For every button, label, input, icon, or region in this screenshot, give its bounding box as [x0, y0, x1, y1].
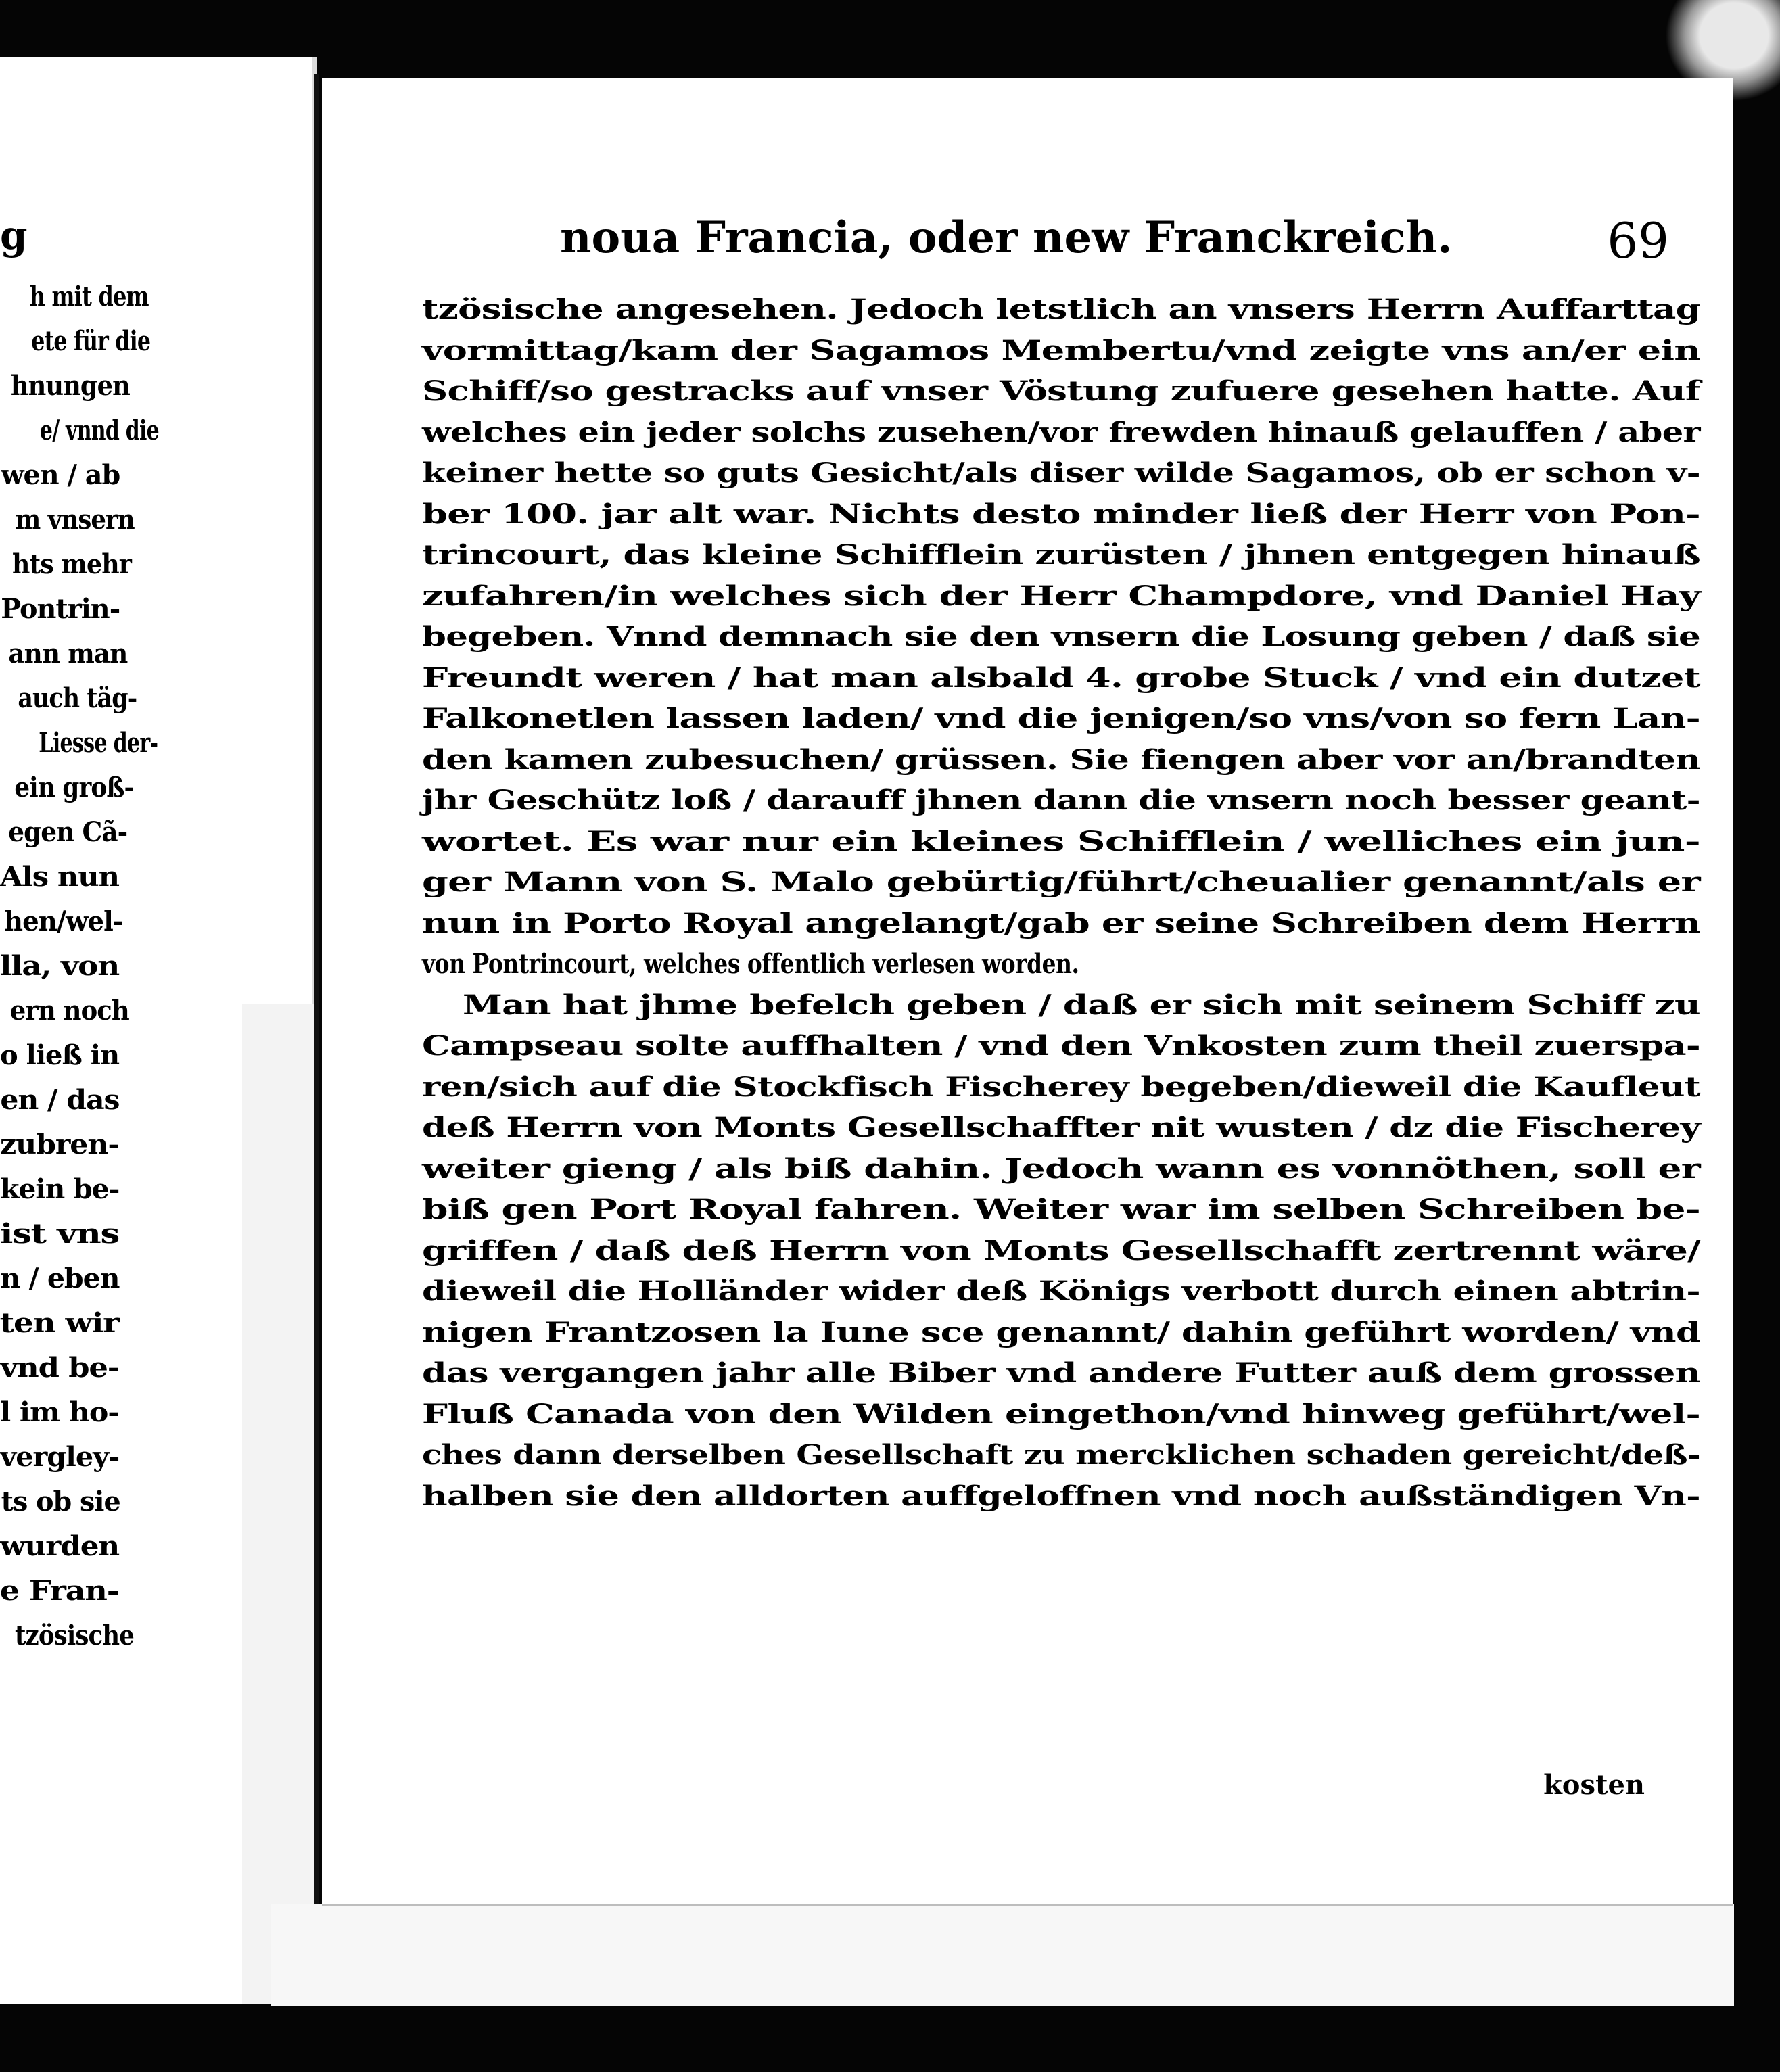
text-line: ten wir: [0, 1307, 119, 1339]
text-line: ches dann derselben Gesellschaft zu mercklichen schaden gereicht/deß-: [422, 1439, 1700, 1471]
text-line: jhr Geschütz loß / darauff jhnen dann die vnsern noch besser geant-: [422, 784, 1700, 816]
text-line: wurden: [0, 1530, 119, 1562]
text-line: das vergangen jahr alle Biber vnd andere Futter auß dem grossen: [422, 1357, 1700, 1389]
text-line: weiter gieng / als biß dahin. Jedoch wann es vonnöthen, soll er: [422, 1152, 1700, 1185]
text-line: kein be-: [0, 1173, 119, 1205]
text-line: ann man: [8, 638, 128, 669]
text-line: Liesse der-: [39, 727, 158, 759]
paragraph-start-line: Man hat jhme befelch geben / daß er sich mit seinem Schiff zu: [463, 989, 1700, 1021]
text-line: egen Cã-: [8, 816, 128, 848]
text-line: lla, von: [0, 950, 119, 982]
text-line: nigen Frantzosen la Iune sce genannt/ dahin geführt worden/ vnd: [422, 1316, 1700, 1348]
running-head-title: noua Francia, oder new Franckreich.: [560, 212, 1453, 263]
text-line: ren/sich auf die Stockfisch Fischerey begeben/dieweil die Kaufleut: [422, 1070, 1700, 1103]
text-line: tzösische angesehen. Jedoch letstlich an vnsers Herrn Auffarttag: [422, 293, 1700, 325]
text-line: trincourt, das kleine Schifflein zurüsten / jhnen entgegen hinauß: [422, 539, 1700, 571]
text-line: den kamen zubesuchen/ grüssen. Sie fiengen aber vor an/brandten: [422, 743, 1700, 776]
text-line: welches ein jeder solchs zusehen/vor frewden hinauß gelauffen / aber: [422, 416, 1700, 448]
text-line: wortet. Es war nur ein kleines Schifflein / welliches ein jun-: [422, 825, 1700, 857]
text-line: hnungen: [10, 370, 130, 402]
text-line: Pontrin-: [1, 593, 120, 625]
text-line: Campseau solte auffhalten / vnd den Vnkosten zum theil zuerspa-: [422, 1030, 1700, 1062]
text-line: ber 100. jar alt war. Nichts desto minder ließ der Herr von Pon-: [422, 498, 1700, 530]
text-line: en / das: [0, 1084, 119, 1116]
text-line: ete für die: [31, 325, 151, 357]
text-line: ist vns: [0, 1218, 119, 1250]
text-line: m vnsern: [15, 504, 135, 536]
text-line: nun in Porto Royal angelangt/gab er seine Schreiben dem Herrn: [422, 907, 1700, 939]
text-line: zubren-: [0, 1129, 119, 1160]
text-line: dieweil die Holländer wider deß Königs verbott durch einen abtrin-: [422, 1275, 1700, 1307]
page-number: 69: [1607, 212, 1669, 269]
text-line: h mit dem: [29, 281, 149, 312]
catchword: kosten: [1543, 1769, 1645, 1801]
text-line: vergley-: [0, 1441, 119, 1473]
left-running-head-fragment: g: [0, 212, 28, 258]
text-line: ern noch: [9, 995, 129, 1027]
text-line: ger Mann von S. Malo gebürtig/führt/cheualier genannt/als er: [422, 866, 1700, 898]
left-page-fragment: [0, 57, 317, 2004]
text-line: wen / ab: [1, 459, 120, 491]
text-line: deß Herrn von Monts Gesellschaffter nit wusten / dz die Fischerey: [422, 1112, 1700, 1144]
text-line: ein groß-: [14, 772, 134, 803]
page-edge-shading: [242, 1004, 317, 2004]
text-line: von Pontrincourt, welches offentlich verlesen worden.: [422, 948, 1079, 980]
text-line: e Fran-: [0, 1575, 119, 1607]
body-text: [422, 289, 1700, 1517]
text-line: griffen / daß deß Herrn von Monts Gesellschafft zertrennt wäre/: [422, 1234, 1700, 1267]
text-line: auch täg-: [18, 682, 137, 714]
running-head: [560, 212, 1669, 273]
page-lower-margin: [271, 1904, 1734, 2006]
text-line: vormittag/kam der Sagamos Membertu/vnd zeigte vns an/er ein: [422, 334, 1700, 367]
text-line: tzösische: [15, 1620, 134, 1651]
text-line: e/ vnnd die: [39, 415, 159, 446]
text-line: zufahren/in welches sich der Herr Champdore, vnd Daniel Hay: [422, 580, 1700, 612]
book-gutter: [314, 74, 319, 1995]
text-line: Falkonetlen lassen laden/ vnd die jenigen/so vns/von so fern Lan-: [422, 703, 1700, 734]
text-line: Als nun: [0, 861, 119, 893]
text-line: vnd be-: [0, 1352, 119, 1384]
text-line: Fluß Canada von den Wilden eingethon/vnd hinweg geführt/wel-: [422, 1398, 1700, 1430]
text-line: hen/wel-: [3, 905, 123, 937]
text-line: halben sie den alldorten auffgeloffnen vnd noch außständigen Vn-: [422, 1480, 1700, 1512]
text-line: n / eben: [0, 1263, 119, 1294]
text-line: keiner hette so guts Gesicht/als diser wilde Sagamos, ob er schon v-: [422, 457, 1700, 489]
text-line: begeben. Vnnd demnach sie den vnsern die Losung geben / daß sie: [422, 621, 1700, 653]
text-line: biß gen Port Royal fahren. Weiter war im selben Schreiben be-: [422, 1194, 1700, 1225]
text-line: ts ob sie: [1, 1486, 120, 1517]
text-line: Schiff/so gestracks auf vnser Vöstung zufuere gesehen hatte. Auf: [422, 375, 1700, 407]
text-line: hts mehr: [11, 548, 131, 580]
left-text-column: [0, 275, 159, 1658]
main-page: [322, 78, 1733, 1906]
text-line: o ließ in: [0, 1039, 120, 1071]
text-line: l im ho-: [0, 1396, 119, 1428]
text-line: Freundt weren / hat man alsbald 4. grobe Stuck / vnd ein dutzet: [422, 661, 1700, 694]
